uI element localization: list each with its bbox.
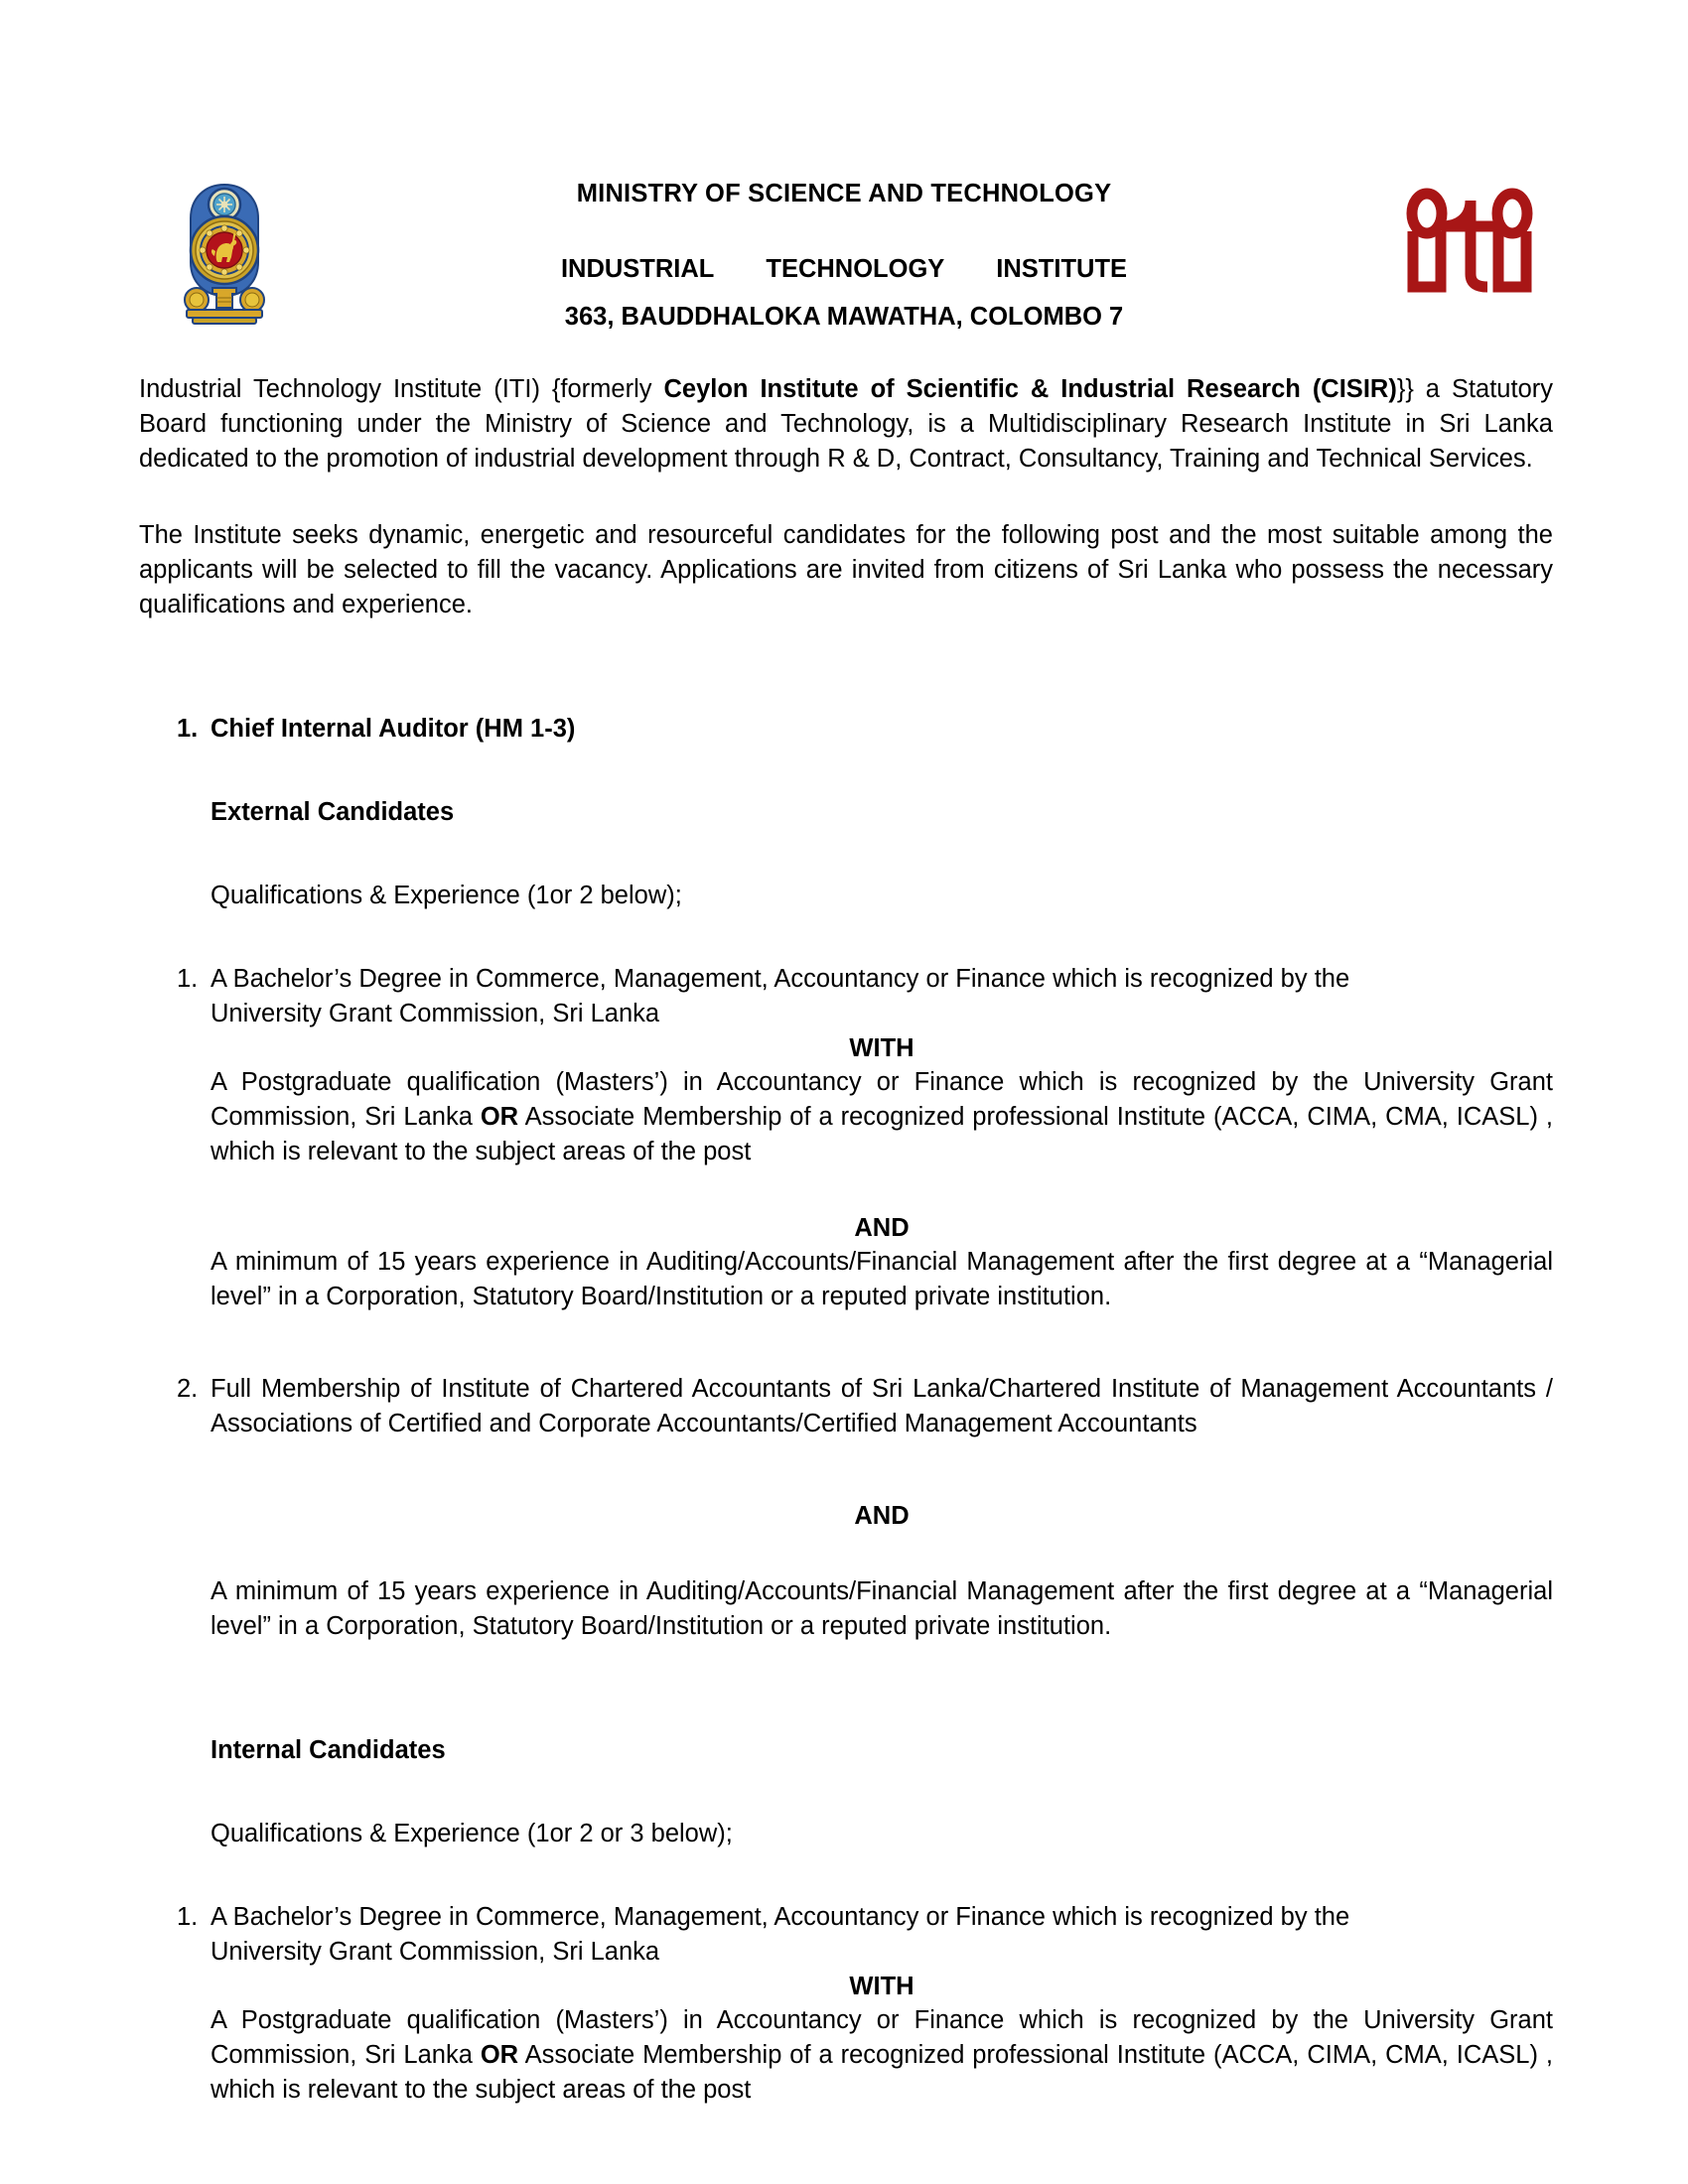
internal-item-1-line1: A Bachelor’s Degree in Commerce, Management, Accountancy or Finance which is recognized by the [211, 1903, 1350, 1931]
institute-word-technology: TECHNOLOGY [766, 254, 945, 283]
post-heading [139, 712, 1553, 746]
external-item-1-pg-part1: A Postgraduate qualification (Masters’) in Accountancy or Finance which is recognized by the University Grant Commission, Sri Lanka [211, 1068, 1553, 1131]
external-item-2-conj-and: AND [854, 1502, 910, 1530]
iti-logo-icon [1400, 187, 1539, 296]
external-qualifications-intro: Qualifications & Experience (1or 2 below); [211, 882, 682, 909]
internal-candidates-heading: Internal Candidates [211, 1736, 446, 1764]
document-header [139, 179, 1549, 338]
external-candidates-heading: External Candidates [211, 798, 455, 826]
external-item-1-pg-part2: Associate Membership of a recognized professional Institute (ACCA, CIMA, CMA, ICASL) , which is relevant to the subject areas of the post [211, 1103, 1553, 1165]
external-item-1-line2: University Grant Commission, Sri Lanka [211, 1000, 660, 1027]
external-item-1-conj-with: WITH [849, 1034, 914, 1062]
institute-title [338, 254, 1350, 285]
external-item-2-experience: A minimum of 15 years experience in Auditing/Accounts/Financial Management after the first degree at a “Managerial level” in a Corporation, Statutory Board/Institution or a reputed private institution. [211, 1577, 1553, 1640]
intro-paragraph-2: The Institute seeks dynamic, energetic and resourceful candidates for the following post and the most suitable among the applicants will be selected to fill the vacancy. Applications are invited from citizens of Sri Lanka who possess the necessary qualifications and experience. [139, 521, 1553, 618]
internal-item-1-line2: University Grant Commission, Sri Lanka [211, 1938, 660, 1966]
external-item-1-line1: A Bachelor’s Degree in Commerce, Management, Accountancy or Finance which is recognized by the [211, 965, 1350, 993]
external-item-1-pg-or: OR [480, 1103, 519, 1131]
internal-item-1-pg-or: OR [480, 2041, 519, 2069]
internal-item-1 [139, 1900, 1553, 1970]
internal-item-1-pg-part1: A Postgraduate qualification (Masters’) in Accountancy or Finance which is recognized by the University Grant Commission, Sri Lanka [211, 2006, 1553, 2069]
internal-item-1-number: 1. [177, 1903, 199, 1931]
external-item-2-text: Full Membership of Institute of Chartered Accountants of Sri Lanka/Chartered Institute of Management Accountants / Associations of Certified and Corporate Accountants/Certified Management Accountants [211, 1375, 1553, 1437]
ministry-title: MINISTRY OF SCIENCE AND TECHNOLOGY [576, 180, 1112, 207]
intro-p1-part2: }} a Statutory Board functioning under the Ministry of Science and Technology, is a Multidisciplinary Research Institute in Sri Lanka dedicated to the promotion of industrial development through R & D, Contract, Consultancy, Training and Technical Services. [139, 375, 1554, 473]
intro-paragraph-1 [139, 372, 1553, 477]
institute-address: 363, BAUDDHALOKA MAWATHA, COLOMBO 7 [564, 303, 1124, 332]
post-title: Chief Internal Auditor (HM 1-3) [211, 715, 576, 743]
internal-item-1-conj-with: WITH [849, 1973, 914, 2000]
post-number: 1. [177, 715, 199, 743]
institute-word-industrial: INDUSTRIAL [560, 254, 715, 283]
external-item-1-experience: A minimum of 15 years experience in Auditing/Accounts/Financial Management after the first degree at a “Managerial level” in a Corporation, Statutory Board/Institution or a reputed private institution. [211, 1248, 1553, 1310]
intro-p1-bold: Ceylon Institute of Scientific & Industrial Research (CISIR) [663, 375, 1397, 403]
internal-item-1-pg-part2: Associate Membership of a recognized professional Institute (ACCA, CIMA, CMA, ICASL) , which is relevant to the subject areas of the post [211, 2041, 1553, 2104]
institute-word-institute: INSTITUTE [996, 254, 1128, 283]
header-title-block [338, 179, 1350, 333]
external-item-2 [139, 1372, 1553, 1441]
document-body [139, 372, 1553, 2108]
external-item-1-postgrad [139, 1065, 1553, 1169]
internal-item-1-postgrad [139, 2003, 1553, 2108]
sri-lanka-national-emblem-icon [169, 179, 280, 326]
external-item-1 [139, 962, 1553, 1031]
external-item-1-conj-and: AND [854, 1214, 910, 1242]
external-item-2-number: 2. [177, 1375, 199, 1403]
internal-qualifications-intro: Qualifications & Experience (1or 2 or 3 below); [211, 1820, 733, 1847]
intro-p1-part1: Industrial Technology Institute (ITI) {formerly [139, 375, 664, 403]
external-item-1-number: 1. [177, 965, 199, 993]
